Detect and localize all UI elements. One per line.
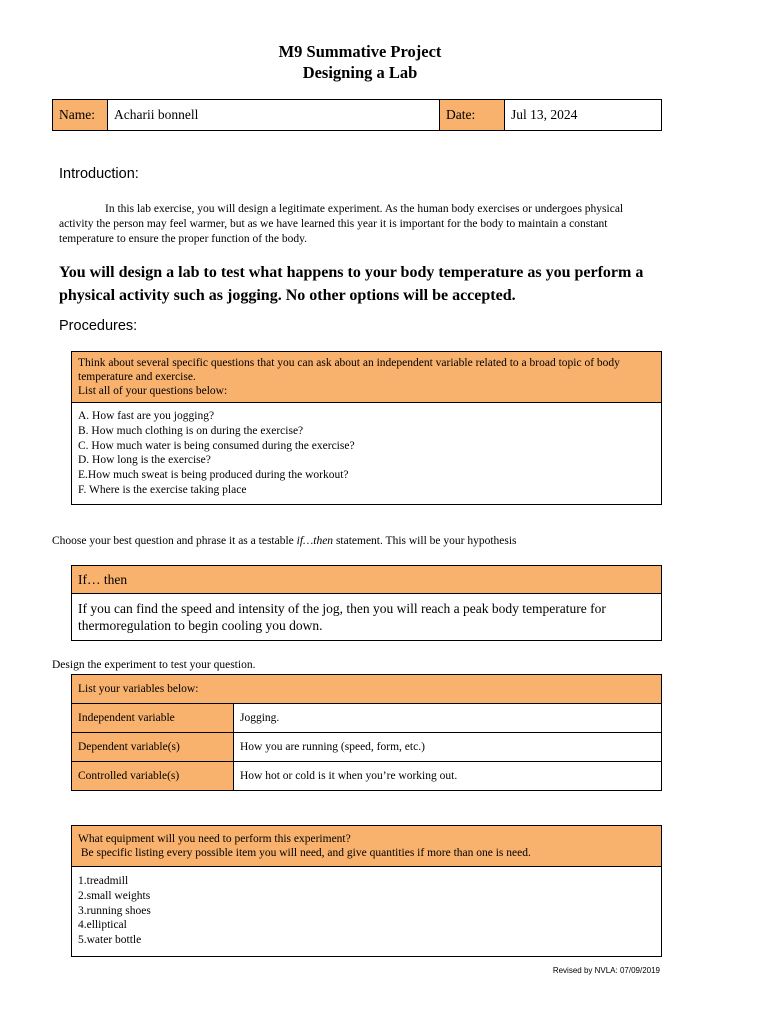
hypothesis-instruction-before: Choose your best question and phrase it as a testable [52,535,297,547]
variables-header: List your variables below: [72,675,662,704]
questions-prompt-line-2: List all of your questions below: [78,385,228,397]
introduction-heading: Introduction: [59,166,139,182]
question-item: D. How long is the exercise? [78,454,211,467]
intro-paragraph: In this lab exercise, you will design a legitimate experiment. As the human body exercises or undergoes physical activity the person may feel warmer, but as we have learned this year it is important for the body to maintain a constant temperature to ensure the proper function of the body. [59,203,624,245]
date-value[interactable]: Jul 13, 2024 [505,100,662,131]
question-item: F. Where is the exercise taking place [78,483,247,496]
hypothesis-header: If… then [72,566,661,594]
hypothesis-instruction-italic: if…then [296,535,334,547]
variable-label: Dependent variable(s) [72,733,234,762]
name-label: Name: [53,100,108,131]
questions-box [71,351,662,505]
hypothesis-box [71,565,662,641]
design-instruction: Design the experiment to test your question. [52,659,256,671]
equipment-prompt-line-2: Be specific listing every possible item you will need, and give quantities if more than one is need. [78,847,531,859]
revision-footer: Revised by NVLA: 07/09/2019 [552,966,660,975]
equipment-box [71,825,662,957]
equipment-item: 5.water bottle [78,934,142,947]
name-value[interactable]: Acharii bonnell [108,100,440,131]
equipment-prompt [72,826,661,867]
date-label: Date: [440,100,505,131]
equipment-item: 3.running shoes [78,904,151,917]
equipment-list[interactable] [72,867,661,956]
equipment-item: 2.small weights [78,889,151,902]
hypothesis-instruction [52,534,517,549]
variables-table [71,674,662,791]
variable-value[interactable]: How you are running (speed, form, etc.) [234,733,662,762]
hypothesis-instruction-after: statement. This will be your hypothesis [333,535,517,547]
variable-label: Independent variable [72,704,234,733]
procedures-heading: Procedures: [59,318,138,334]
equipment-prompt-line-1: What equipment will you need to perform this experiment? [78,833,351,845]
questions-prompt-line-1: Think about several specific questions that you can ask about an independent variable related to a broad topic of body temperature and exercise. [78,357,620,383]
question-item: B. How much clothing is on during the exercise? [78,424,304,437]
title-line-2: Designing a Lab [302,63,418,82]
question-item: A. How fast are you jogging? [78,410,215,422]
equipment-item: 4.elliptical [78,919,127,932]
questions-prompt [72,352,661,403]
table-row [72,704,662,733]
document-title [0,41,720,83]
variable-value[interactable]: How hot or cold is it when you’re working out. [234,762,662,791]
name-date-table [52,99,662,131]
questions-list[interactable] [72,403,661,504]
equipment-item: 1.treadmill [78,875,129,887]
table-row [72,762,662,791]
variable-label: Controlled variable(s) [72,762,234,791]
table-row [72,733,662,762]
title-line-1: M9 Summative Project [278,42,442,61]
directive-text: You will design a lab to test what happens to your body temperature as you perform a physical activity such as jogging. No other options will be accepted. [59,264,644,304]
question-item: C. How much water is being consumed during the exercise? [78,439,355,452]
variable-value[interactable]: Jogging. [234,704,662,733]
question-item: E.How much sweat is being produced during the workout? [78,469,349,482]
hypothesis-answer[interactable]: If you can find the speed and intensity of the jog, then you will reach a peak body temperature for thermoregulation to begin cooling you down. [78,601,606,633]
